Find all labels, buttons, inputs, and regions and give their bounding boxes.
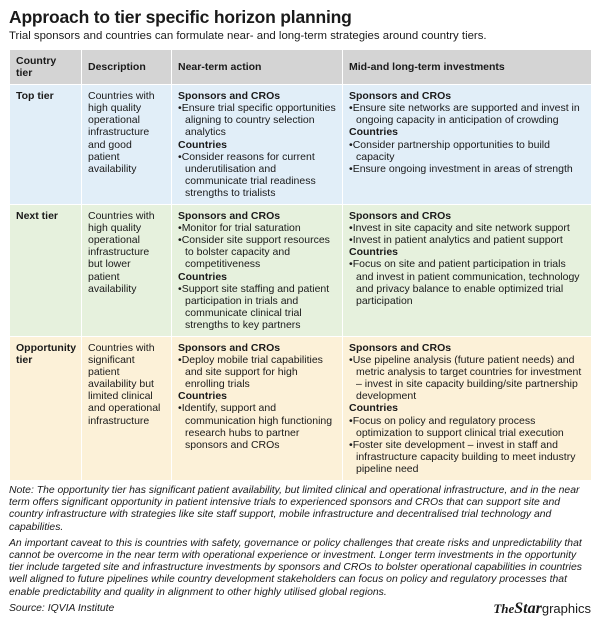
tier-name: Top tier bbox=[10, 85, 82, 205]
page-title: Approach to tier specific horizon planning bbox=[9, 7, 352, 27]
group-heading: Countries bbox=[349, 246, 399, 259]
table-row-next-tier bbox=[10, 205, 592, 337]
mid-long-term-cell bbox=[343, 205, 592, 337]
tier-name: Opportunity tier bbox=[10, 336, 82, 480]
bullet-item: • Use pipeline analysis (future patient needs) and metric analysis to target countries for investment – invest in site capacity building/site partnership development bbox=[349, 354, 585, 402]
group-heading: Sponsors and CROs bbox=[178, 210, 281, 223]
group-heading: Sponsors and CROs bbox=[178, 90, 281, 103]
table-row-opportunity-tier bbox=[10, 336, 592, 480]
bullet-item: • Ensure trial specific opportunities aligning to country selection analytics bbox=[178, 102, 336, 138]
table-row-top-tier bbox=[10, 85, 592, 205]
bullet-item: • Ensure site networks are supported and invest in ongoing capacity in anticipation of crowding bbox=[349, 102, 585, 126]
tier-table bbox=[9, 49, 592, 481]
tier-description: Countries with high quality operational infrastructure but lower patient availability bbox=[82, 205, 172, 337]
tier-description: Countries with high quality operational infrastructure and good patient availability bbox=[82, 85, 172, 205]
near-term-cell bbox=[172, 205, 343, 337]
group-heading: Countries bbox=[349, 402, 399, 415]
tier-description: Countries with significant patient availability but limited clinical and operational infrastructure bbox=[82, 336, 172, 480]
bullet-item: • Focus on site and patient participation in trials and invest in patient communication, technology and privacy balance to enable optimized trial participation bbox=[349, 258, 585, 306]
bullet-item: • Ensure ongoing investment in areas of strength bbox=[349, 163, 585, 175]
mid-long-term-cell bbox=[343, 336, 592, 480]
bullet-item: • Focus on policy and regulatory process optimization to support clinical trial execution bbox=[349, 415, 585, 439]
note-paragraph: Note: The opportunity tier has significant patient availability, but limited clinical and operational infrastructure, and in the near term offers significant opportunity in patient intensive trials to experienced sponsors and CROs that can support site and country infrastructure with strategies like site staff support, mobile infrastructure and decentralised trial technology and capabilities. bbox=[9, 485, 580, 533]
group-heading: Countries bbox=[178, 138, 228, 151]
group-heading: Sponsors and CROs bbox=[349, 210, 452, 223]
bullet-item: • Invest in patient analytics and patient support bbox=[349, 234, 585, 246]
notes-section bbox=[9, 485, 591, 599]
bullet-item: • Foster site development – invest in staff and infrastructure capacity building to meet industry pipeline need bbox=[349, 439, 585, 475]
footer bbox=[9, 599, 591, 619]
near-term-cell bbox=[172, 336, 343, 480]
bullet-item: • Consider partnership opportunities to build capacity bbox=[349, 139, 585, 163]
bullet-item: • Consider reasons for current underutilisation and communicate trial readiness strengths to trialists bbox=[178, 151, 336, 199]
bullet-item: • Monitor for trial saturation bbox=[178, 222, 336, 234]
bullet-item: • Identify, support and communication high functioning research hubs to partner sponsors and CROs bbox=[178, 402, 336, 450]
bullet-item: • Invest in site capacity and site network support bbox=[349, 222, 585, 234]
bullet-item: • Support site staffing and patient participation in trials and communicate clinical trial strengths to key partners bbox=[178, 283, 336, 331]
group-heading: Sponsors and CROs bbox=[349, 341, 452, 354]
group-heading: Countries bbox=[178, 270, 228, 283]
header-row bbox=[10, 50, 592, 85]
bullet-item: • Consider site support resources to bolster capacity and competitiveness bbox=[178, 234, 336, 270]
group-heading: Sponsors and CROs bbox=[349, 90, 452, 103]
mid-long-term-cell bbox=[343, 85, 592, 205]
header-near-term: Near-term action bbox=[172, 50, 343, 85]
tier-name: Next tier bbox=[10, 205, 82, 337]
source-credit: Source: IQVIA Institute bbox=[9, 602, 115, 614]
group-heading: Countries bbox=[178, 390, 228, 403]
group-heading: Sponsors and CROs bbox=[178, 341, 281, 354]
group-heading: Countries bbox=[349, 126, 399, 139]
header-country-tier: Country tier bbox=[10, 50, 82, 85]
subtitle: Trial sponsors and countries can formulate near- and long-term strategies around country tiers. bbox=[9, 30, 487, 42]
caveat-paragraph: An important caveat to this is countries with safety, governance or policy challenges that create risks and unpredictability that cannot be overcome in the near term with operational experience or investment. Longer term investments in the opportunity tier include targeted site and infrastructure investments by sponsors and CROs to bolster operational capabilities in countries well aligned to future pipelines while country development stakeholders can focus on policy and regulatory processes that enable predictability and quality in alignment to other highly utilised global regions. bbox=[9, 537, 582, 598]
near-term-cell bbox=[172, 85, 343, 205]
thestar-graphics-logo: TheStargraphics bbox=[493, 599, 591, 617]
header-mid-long-term: Mid-and long-term investments bbox=[343, 50, 592, 85]
header-description: Description bbox=[82, 50, 172, 85]
bullet-item: • Deploy mobile trial capabilities and site support for high enrolling trials bbox=[178, 354, 336, 390]
